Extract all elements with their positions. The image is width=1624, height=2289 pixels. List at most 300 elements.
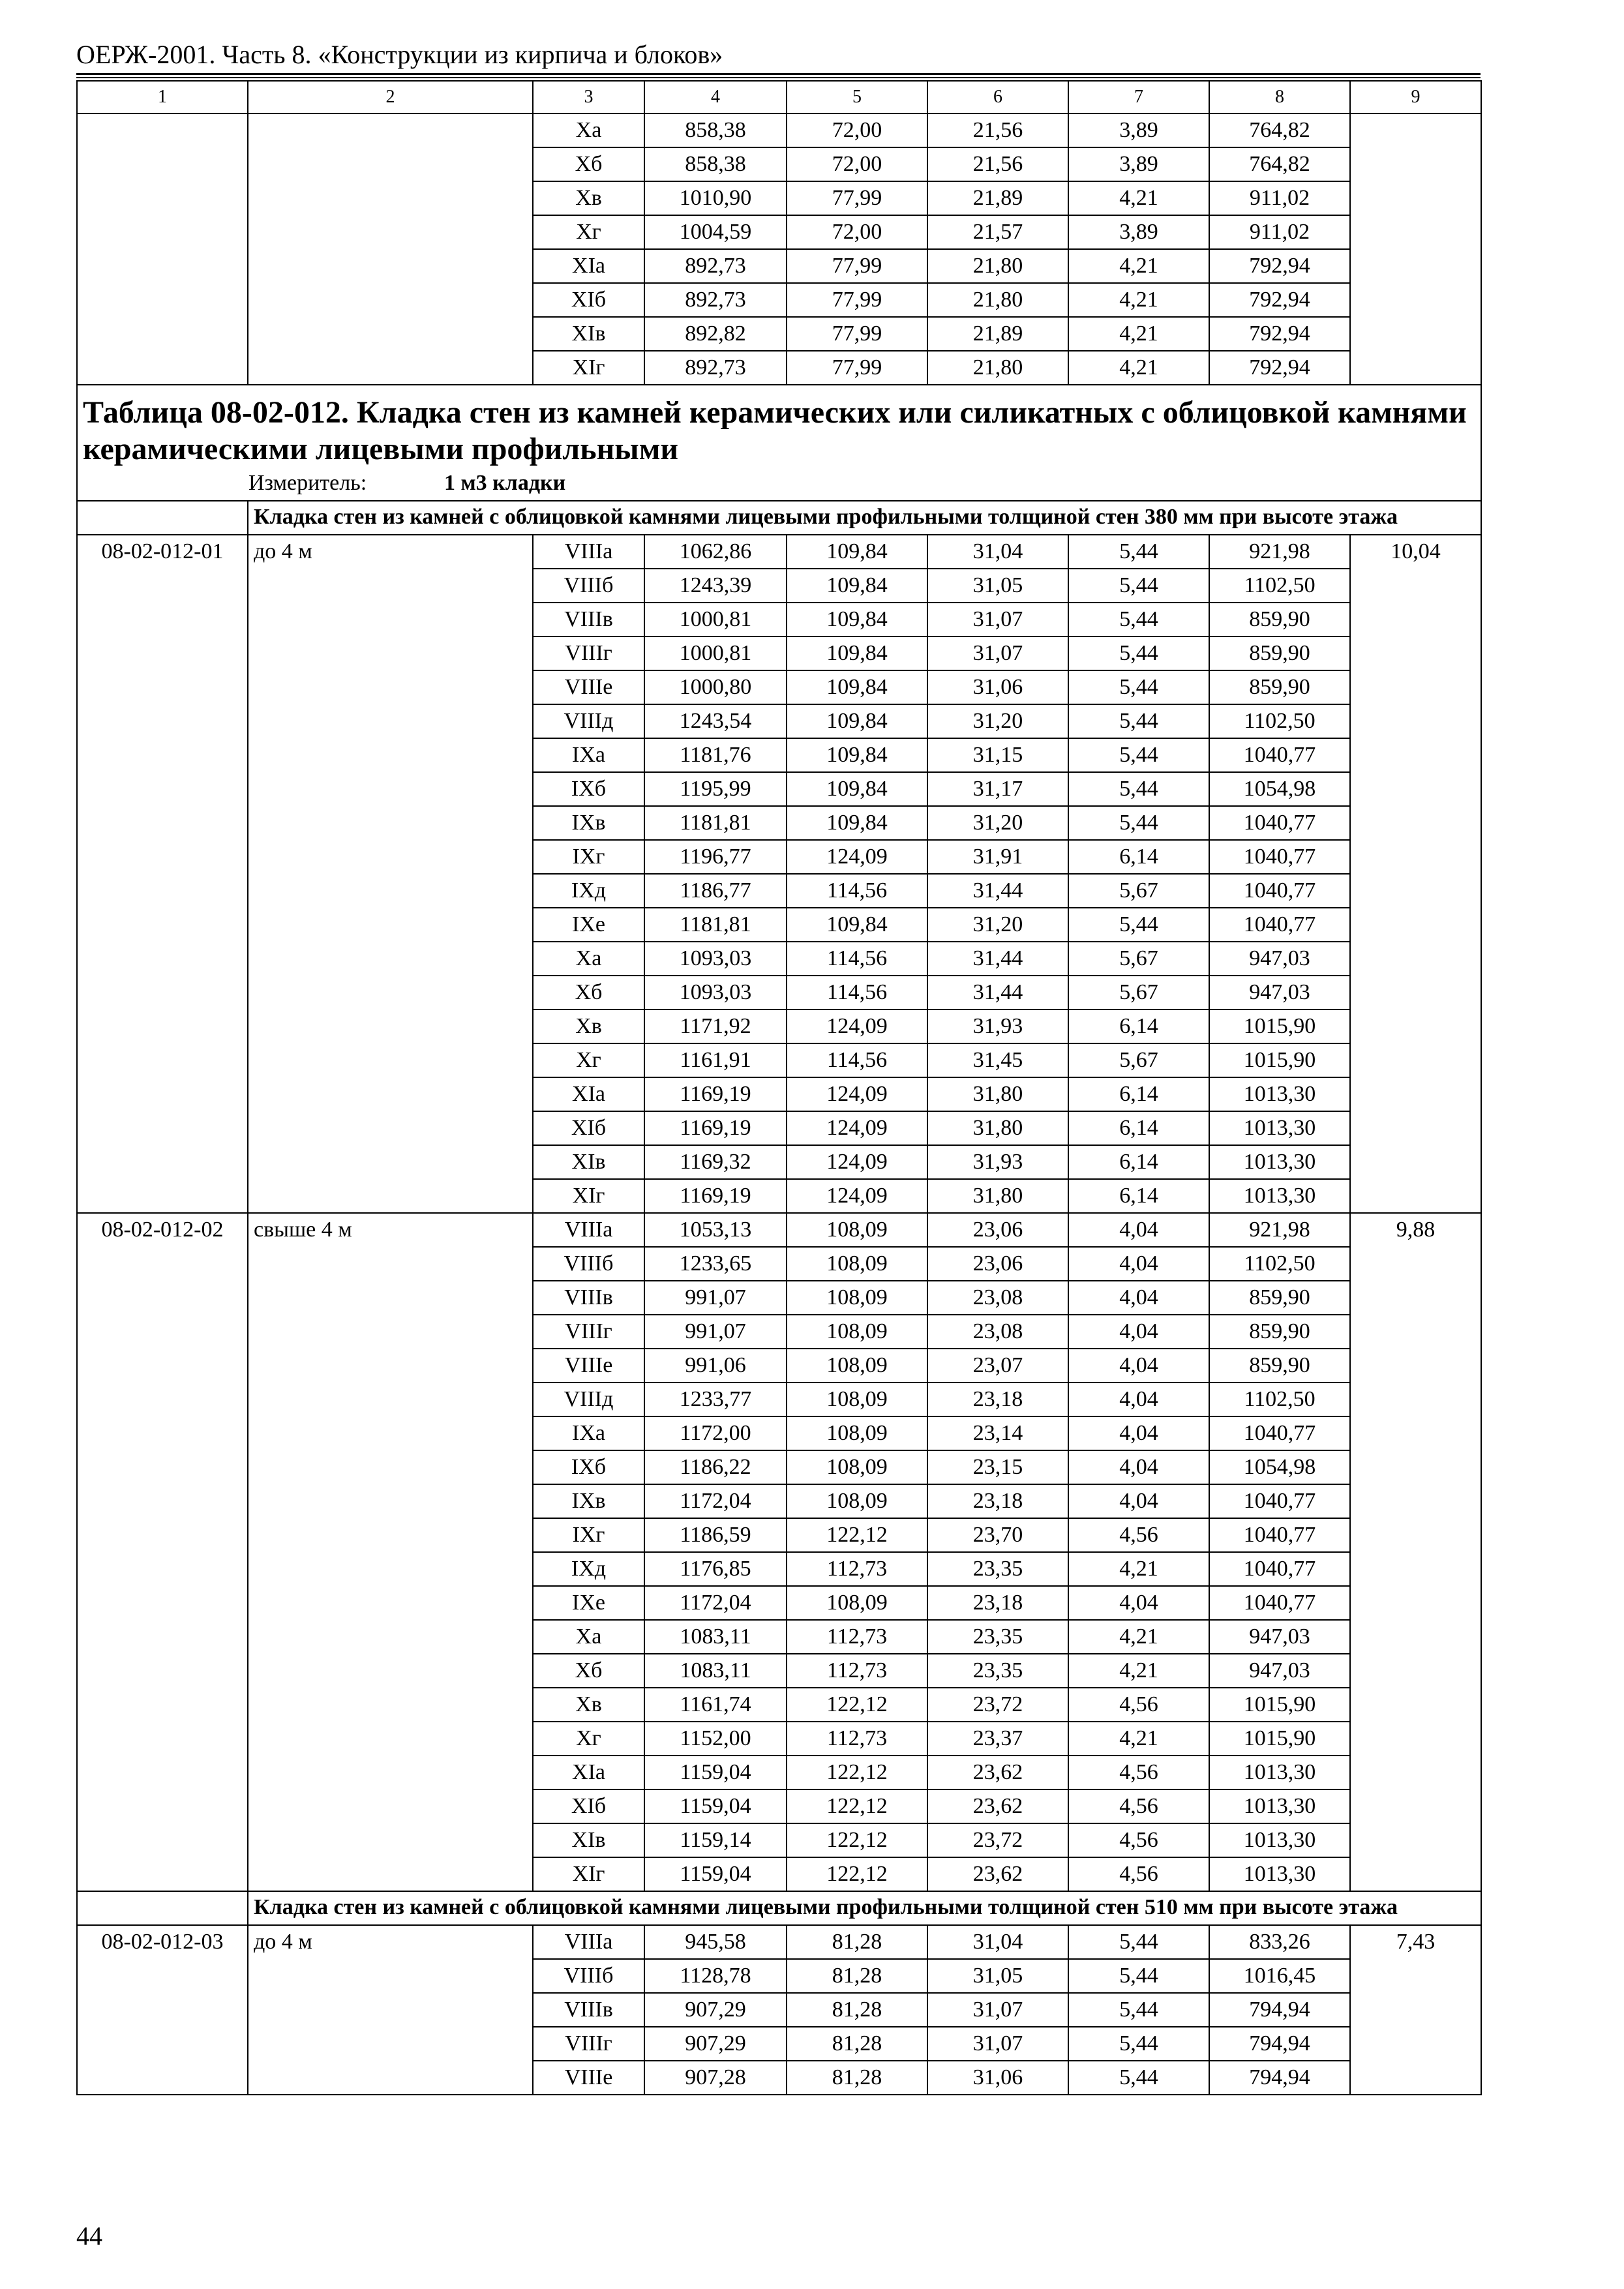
direct-cost-cell: 858,38 (644, 113, 787, 147)
labor-cost-cell: 124,09 (787, 840, 927, 874)
operator-wage-cell: 6,14 (1068, 1145, 1209, 1179)
category-cell: VIIIд (533, 1383, 644, 1416)
machine-cost-cell: 21,80 (927, 249, 1068, 283)
category-cell: XIг (533, 1179, 644, 1213)
materials-cost-cell: 1054,98 (1209, 1450, 1350, 1484)
labor-cost-cell: 81,28 (787, 1993, 927, 2027)
direct-cost-cell: 892,82 (644, 317, 787, 351)
machine-cost-cell: 31,20 (927, 704, 1068, 738)
column-number-cell: 6 (927, 81, 1068, 113)
materials-cost-cell: 1040,77 (1209, 1416, 1350, 1450)
category-cell: IXе (533, 908, 644, 942)
labor-cost-cell: 108,09 (787, 1247, 927, 1281)
labor-cost-cell: 124,09 (787, 1179, 927, 1213)
materials-cost-cell: 947,03 (1209, 942, 1350, 976)
category-cell: Xа (533, 113, 644, 147)
direct-cost-cell: 1083,11 (644, 1654, 787, 1688)
column-number-row (77, 81, 1481, 113)
direct-cost-cell: 892,73 (644, 351, 787, 385)
operator-wage-cell: 5,44 (1068, 704, 1209, 738)
operator-wage-cell: 4,21 (1068, 1620, 1209, 1654)
operator-wage-cell: 5,44 (1068, 670, 1209, 704)
machine-cost-cell: 21,89 (927, 317, 1068, 351)
materials-cost-cell: 1013,30 (1209, 1077, 1350, 1111)
machine-cost-cell: 23,18 (927, 1383, 1068, 1416)
labor-cost-cell: 108,09 (787, 1484, 927, 1518)
machine-cost-cell: 23,35 (927, 1620, 1068, 1654)
category-cell: VIIIа (533, 1925, 644, 1959)
code-cell: 08-02-012-02 (77, 1213, 248, 1891)
materials-cost-cell: 1102,50 (1209, 569, 1350, 603)
column-number-cell: 4 (644, 81, 787, 113)
operator-wage-cell: 5,44 (1068, 569, 1209, 603)
materials-cost-cell: 859,90 (1209, 1349, 1350, 1383)
operator-wage-cell: 6,14 (1068, 840, 1209, 874)
category-cell: IXе (533, 1586, 644, 1620)
category-cell: VIIIб (533, 1959, 644, 1993)
materials-cost-cell: 833,26 (1209, 1925, 1350, 1959)
materials-cost-cell: 1013,30 (1209, 1179, 1350, 1213)
direct-cost-cell: 1233,65 (644, 1247, 787, 1281)
operator-wage-cell: 4,21 (1068, 1552, 1209, 1586)
operator-wage-cell: 4,56 (1068, 1789, 1209, 1823)
materials-cost-cell: 859,90 (1209, 1315, 1350, 1349)
operator-wage-cell: 4,04 (1068, 1450, 1209, 1484)
operator-wage-cell: 4,04 (1068, 1586, 1209, 1620)
machine-cost-cell: 21,56 (927, 147, 1068, 181)
operator-wage-cell: 3,89 (1068, 147, 1209, 181)
machine-cost-cell: 23,18 (927, 1484, 1068, 1518)
direct-cost-cell: 1181,81 (644, 908, 787, 942)
direct-cost-cell: 1093,03 (644, 976, 787, 1010)
direct-cost-cell: 1159,04 (644, 1857, 787, 1891)
machine-cost-cell: 23,06 (927, 1213, 1068, 1247)
section-heading-spacer (77, 1891, 248, 1925)
labor-cost-cell: 77,99 (787, 181, 927, 215)
machine-cost-cell: 23,14 (927, 1416, 1068, 1450)
machine-cost-cell: 31,20 (927, 806, 1068, 840)
category-cell: Xа (533, 1620, 644, 1654)
category-cell: Xв (533, 181, 644, 215)
code-cell: 08-02-012-03 (77, 1925, 248, 2095)
category-cell: VIIIд (533, 704, 644, 738)
labor-cost-cell: 81,28 (787, 1959, 927, 1993)
column-number-cell: 2 (248, 81, 533, 113)
operator-wage-cell: 5,44 (1068, 908, 1209, 942)
category-cell: XIб (533, 1789, 644, 1823)
direct-cost-cell: 907,29 (644, 1993, 787, 2027)
header-rule (76, 73, 1481, 75)
labor-hours-cell (1350, 113, 1481, 385)
description-cell: до 4 м (248, 535, 533, 1213)
materials-cost-cell: 794,94 (1209, 1993, 1350, 2027)
labor-cost-cell: 109,84 (787, 603, 927, 636)
category-cell: Xа (533, 942, 644, 976)
category-cell: IXв (533, 806, 644, 840)
table-row (77, 1925, 1481, 1959)
labor-cost-cell: 109,84 (787, 908, 927, 942)
direct-cost-cell: 1176,85 (644, 1552, 787, 1586)
operator-wage-cell: 5,67 (1068, 976, 1209, 1010)
labor-hours-cell: 9,88 (1350, 1213, 1481, 1891)
table-row (77, 113, 1481, 147)
direct-cost-cell: 1000,81 (644, 603, 787, 636)
category-cell: VIIIа (533, 1213, 644, 1247)
operator-wage-cell: 4,21 (1068, 283, 1209, 317)
materials-cost-cell: 792,94 (1209, 249, 1350, 283)
materials-cost-cell: 1054,98 (1209, 772, 1350, 806)
category-cell: Xг (533, 1722, 644, 1756)
labor-cost-cell: 109,84 (787, 738, 927, 772)
materials-cost-cell: 947,03 (1209, 976, 1350, 1010)
direct-cost-cell: 945,58 (644, 1925, 787, 1959)
labor-cost-cell: 114,56 (787, 976, 927, 1010)
direct-cost-cell: 991,07 (644, 1281, 787, 1315)
category-cell: IXг (533, 1518, 644, 1552)
materials-cost-cell: 792,94 (1209, 351, 1350, 385)
description-cell: свыше 4 м (248, 1213, 533, 1891)
column-number-cell: 1 (77, 81, 248, 113)
labor-cost-cell: 124,09 (787, 1010, 927, 1043)
machine-cost-cell: 23,70 (927, 1518, 1068, 1552)
labor-cost-cell: 81,28 (787, 1925, 927, 1959)
table-row (77, 535, 1481, 569)
direct-cost-cell: 892,73 (644, 249, 787, 283)
column-number-cell: 8 (1209, 81, 1350, 113)
category-cell: Xв (533, 1688, 644, 1722)
labor-cost-cell: 122,12 (787, 1789, 927, 1823)
direct-cost-cell: 1172,04 (644, 1484, 787, 1518)
operator-wage-cell: 5,44 (1068, 535, 1209, 569)
machine-cost-cell: 23,62 (927, 1789, 1068, 1823)
machine-cost-cell: 23,62 (927, 1756, 1068, 1789)
materials-cost-cell: 859,90 (1209, 603, 1350, 636)
operator-wage-cell: 4,04 (1068, 1281, 1209, 1315)
labor-cost-cell: 108,09 (787, 1383, 927, 1416)
labor-hours-cell: 7,43 (1350, 1925, 1481, 2095)
table-row (77, 1213, 1481, 1247)
category-cell: VIIIг (533, 1315, 644, 1349)
column-number-cell: 9 (1350, 81, 1481, 113)
direct-cost-cell: 1128,78 (644, 1959, 787, 1993)
category-cell: IXв (533, 1484, 644, 1518)
operator-wage-cell: 5,44 (1068, 636, 1209, 670)
operator-wage-cell: 4,04 (1068, 1383, 1209, 1416)
machine-cost-cell: 21,80 (927, 351, 1068, 385)
labor-cost-cell: 122,12 (787, 1823, 927, 1857)
direct-cost-cell: 1010,90 (644, 181, 787, 215)
materials-cost-cell: 1013,30 (1209, 1789, 1350, 1823)
category-cell: VIIIа (533, 535, 644, 569)
section-heading: Кладка стен из камней с облицовкой камнями лицевыми профильными толщиной стен 380 мм при высоте этажа (248, 501, 1481, 535)
operator-wage-cell: 4,56 (1068, 1756, 1209, 1789)
materials-cost-cell: 859,90 (1209, 670, 1350, 704)
labor-cost-cell: 108,09 (787, 1281, 927, 1315)
category-cell: VIIIб (533, 569, 644, 603)
machine-cost-cell: 21,57 (927, 215, 1068, 249)
machine-cost-cell: 23,37 (927, 1722, 1068, 1756)
machine-cost-cell: 31,05 (927, 1959, 1068, 1993)
category-cell: VIIIв (533, 603, 644, 636)
materials-cost-cell: 1040,77 (1209, 1518, 1350, 1552)
header-rule (76, 77, 1481, 78)
materials-cost-cell: 1015,90 (1209, 1722, 1350, 1756)
labor-cost-cell: 109,84 (787, 535, 927, 569)
direct-cost-cell: 1159,14 (644, 1823, 787, 1857)
category-cell: VIIIг (533, 636, 644, 670)
labor-cost-cell: 109,84 (787, 569, 927, 603)
direct-cost-cell: 1159,04 (644, 1789, 787, 1823)
labor-cost-cell: 72,00 (787, 113, 927, 147)
operator-wage-cell: 4,04 (1068, 1416, 1209, 1450)
machine-cost-cell: 23,35 (927, 1552, 1068, 1586)
labor-cost-cell: 114,56 (787, 942, 927, 976)
price-table (76, 80, 1482, 2095)
machine-cost-cell: 31,17 (927, 772, 1068, 806)
materials-cost-cell: 792,94 (1209, 317, 1350, 351)
category-cell: XIа (533, 1756, 644, 1789)
operator-wage-cell: 4,04 (1068, 1315, 1209, 1349)
labor-cost-cell: 109,84 (787, 636, 927, 670)
operator-wage-cell: 4,56 (1068, 1518, 1209, 1552)
labor-cost-cell: 109,84 (787, 772, 927, 806)
category-cell: IXб (533, 772, 644, 806)
operator-wage-cell: 5,44 (1068, 1959, 1209, 1993)
direct-cost-cell: 1169,32 (644, 1145, 787, 1179)
labor-cost-cell: 109,84 (787, 670, 927, 704)
operator-wage-cell: 6,14 (1068, 1077, 1209, 1111)
machine-cost-cell: 31,06 (927, 670, 1068, 704)
machine-cost-cell: 31,91 (927, 840, 1068, 874)
machine-cost-cell: 31,80 (927, 1111, 1068, 1145)
labor-cost-cell: 122,12 (787, 1688, 927, 1722)
direct-cost-cell: 1195,99 (644, 772, 787, 806)
materials-cost-cell: 911,02 (1209, 181, 1350, 215)
machine-cost-cell: 31,15 (927, 738, 1068, 772)
labor-cost-cell: 81,28 (787, 2027, 927, 2061)
direct-cost-cell: 1169,19 (644, 1077, 787, 1111)
labor-cost-cell: 108,09 (787, 1213, 927, 1247)
operator-wage-cell: 4,56 (1068, 1823, 1209, 1857)
unit-value: 1 м3 кладки (444, 471, 566, 495)
operator-wage-cell: 4,21 (1068, 317, 1209, 351)
machine-cost-cell: 31,04 (927, 1925, 1068, 1959)
code-cell: 08-02-012-01 (77, 535, 248, 1213)
category-cell: Xб (533, 147, 644, 181)
labor-cost-cell: 109,84 (787, 806, 927, 840)
direct-cost-cell: 1161,91 (644, 1043, 787, 1077)
machine-cost-cell: 23,07 (927, 1349, 1068, 1383)
category-cell: XIв (533, 1145, 644, 1179)
direct-cost-cell: 1093,03 (644, 942, 787, 976)
direct-cost-cell: 1171,92 (644, 1010, 787, 1043)
direct-cost-cell: 1243,39 (644, 569, 787, 603)
category-cell: Xб (533, 1654, 644, 1688)
direct-cost-cell: 1159,04 (644, 1756, 787, 1789)
table-caption (77, 385, 1481, 501)
labor-cost-cell: 124,09 (787, 1077, 927, 1111)
materials-cost-cell: 921,98 (1209, 1213, 1350, 1247)
labor-cost-cell: 81,28 (787, 2061, 927, 2095)
category-cell: IXб (533, 1450, 644, 1484)
materials-cost-cell: 764,82 (1209, 113, 1350, 147)
machine-cost-cell: 23,15 (927, 1450, 1068, 1484)
materials-cost-cell: 1013,30 (1209, 1823, 1350, 1857)
page-header: ОЕРЖ-2001. Часть 8. «Конструкции из кирпича и блоков» (76, 40, 723, 69)
operator-wage-cell: 5,67 (1068, 1043, 1209, 1077)
machine-cost-cell: 31,20 (927, 908, 1068, 942)
labor-cost-cell: 77,99 (787, 283, 927, 317)
direct-cost-cell: 1172,00 (644, 1416, 787, 1450)
category-cell: XIб (533, 1111, 644, 1145)
operator-wage-cell: 6,14 (1068, 1179, 1209, 1213)
operator-wage-cell: 5,44 (1068, 2061, 1209, 2095)
machine-cost-cell: 31,44 (927, 942, 1068, 976)
direct-cost-cell: 1243,54 (644, 704, 787, 738)
operator-wage-cell: 4,04 (1068, 1213, 1209, 1247)
labor-cost-cell: 72,00 (787, 215, 927, 249)
operator-wage-cell: 5,67 (1068, 942, 1209, 976)
machine-cost-cell: 23,62 (927, 1857, 1068, 1891)
materials-cost-cell: 911,02 (1209, 215, 1350, 249)
direct-cost-cell: 1233,77 (644, 1383, 787, 1416)
column-number-cell: 7 (1068, 81, 1209, 113)
table-title: Таблица 08-02-012. Кладка стен из камней керамических или силикатных с облицовкой камнями керамическими лицевыми профильными (83, 395, 1467, 466)
labor-cost-cell: 108,09 (787, 1450, 927, 1484)
direct-cost-cell: 907,28 (644, 2061, 787, 2095)
category-cell: Xб (533, 976, 644, 1010)
category-cell: XIв (533, 317, 644, 351)
materials-cost-cell: 1102,50 (1209, 704, 1350, 738)
machine-cost-cell: 21,80 (927, 283, 1068, 317)
machine-cost-cell: 31,07 (927, 636, 1068, 670)
category-cell: XIа (533, 249, 644, 283)
code-cell (77, 113, 248, 385)
direct-cost-cell: 1169,19 (644, 1111, 787, 1145)
labor-cost-cell: 112,73 (787, 1620, 927, 1654)
labor-cost-cell: 124,09 (787, 1111, 927, 1145)
category-cell: XIб (533, 283, 644, 317)
materials-cost-cell: 1102,50 (1209, 1383, 1350, 1416)
labor-cost-cell: 108,09 (787, 1416, 927, 1450)
materials-cost-cell: 947,03 (1209, 1620, 1350, 1654)
direct-cost-cell: 1181,81 (644, 806, 787, 840)
category-cell: IXа (533, 1416, 644, 1450)
direct-cost-cell: 1062,86 (644, 535, 787, 569)
materials-cost-cell: 794,94 (1209, 2061, 1350, 2095)
materials-cost-cell: 1015,90 (1209, 1010, 1350, 1043)
machine-cost-cell: 21,56 (927, 113, 1068, 147)
unit-line (83, 469, 1475, 498)
description-cell (248, 113, 533, 385)
materials-cost-cell: 1102,50 (1209, 1247, 1350, 1281)
labor-cost-cell: 108,09 (787, 1315, 927, 1349)
operator-wage-cell: 5,44 (1068, 2027, 1209, 2061)
materials-cost-cell: 1040,77 (1209, 1586, 1350, 1620)
direct-cost-cell: 1172,04 (644, 1586, 787, 1620)
materials-cost-cell: 1013,30 (1209, 1756, 1350, 1789)
operator-wage-cell: 4,56 (1068, 1688, 1209, 1722)
machine-cost-cell: 31,07 (927, 1993, 1068, 2027)
operator-wage-cell: 5,44 (1068, 806, 1209, 840)
page-number: 44 (76, 2221, 102, 2251)
direct-cost-cell: 1000,81 (644, 636, 787, 670)
labor-cost-cell: 108,09 (787, 1586, 927, 1620)
operator-wage-cell: 6,14 (1068, 1111, 1209, 1145)
machine-cost-cell: 21,89 (927, 181, 1068, 215)
machine-cost-cell: 23,06 (927, 1247, 1068, 1281)
operator-wage-cell: 4,04 (1068, 1484, 1209, 1518)
direct-cost-cell: 1186,22 (644, 1450, 787, 1484)
operator-wage-cell: 5,44 (1068, 738, 1209, 772)
operator-wage-cell: 6,14 (1068, 1010, 1209, 1043)
category-cell: IXа (533, 738, 644, 772)
machine-cost-cell: 23,18 (927, 1586, 1068, 1620)
machine-cost-cell: 31,07 (927, 2027, 1068, 2061)
machine-cost-cell: 23,72 (927, 1688, 1068, 1722)
unit-label: Измеритель: (248, 471, 367, 495)
labor-cost-cell: 72,00 (787, 147, 927, 181)
category-cell: IXд (533, 874, 644, 908)
category-cell: IXг (533, 840, 644, 874)
column-number-cell: 3 (533, 81, 644, 113)
direct-cost-cell: 1083,11 (644, 1620, 787, 1654)
materials-cost-cell: 1016,45 (1209, 1959, 1350, 1993)
materials-cost-cell: 1040,77 (1209, 1484, 1350, 1518)
labor-cost-cell: 112,73 (787, 1722, 927, 1756)
operator-wage-cell: 4,21 (1068, 1654, 1209, 1688)
category-cell: Xг (533, 1043, 644, 1077)
materials-cost-cell: 1040,77 (1209, 874, 1350, 908)
materials-cost-cell: 764,82 (1209, 147, 1350, 181)
category-cell: XIг (533, 351, 644, 385)
operator-wage-cell: 5,44 (1068, 603, 1209, 636)
materials-cost-cell: 1015,90 (1209, 1688, 1350, 1722)
materials-cost-cell: 1015,90 (1209, 1043, 1350, 1077)
materials-cost-cell: 1040,77 (1209, 840, 1350, 874)
machine-cost-cell: 23,35 (927, 1654, 1068, 1688)
category-cell: XIа (533, 1077, 644, 1111)
operator-wage-cell: 4,56 (1068, 1857, 1209, 1891)
materials-cost-cell: 859,90 (1209, 636, 1350, 670)
operator-wage-cell: 4,04 (1068, 1247, 1209, 1281)
machine-cost-cell: 31,05 (927, 569, 1068, 603)
direct-cost-cell: 1004,59 (644, 215, 787, 249)
section-heading-spacer (77, 501, 248, 535)
labor-cost-cell: 109,84 (787, 704, 927, 738)
direct-cost-cell: 1196,77 (644, 840, 787, 874)
operator-wage-cell: 4,21 (1068, 1722, 1209, 1756)
table-caption-row (77, 385, 1481, 501)
direct-cost-cell: 858,38 (644, 147, 787, 181)
machine-cost-cell: 31,93 (927, 1010, 1068, 1043)
materials-cost-cell: 921,98 (1209, 535, 1350, 569)
description-cell: до 4 м (248, 1925, 533, 2095)
category-cell: Xг (533, 215, 644, 249)
materials-cost-cell: 859,90 (1209, 1281, 1350, 1315)
materials-cost-cell: 1040,77 (1209, 806, 1350, 840)
labor-cost-cell: 112,73 (787, 1552, 927, 1586)
direct-cost-cell: 1186,77 (644, 874, 787, 908)
materials-cost-cell: 1013,30 (1209, 1145, 1350, 1179)
labor-cost-cell: 108,09 (787, 1349, 927, 1383)
category-cell: VIIIв (533, 1281, 644, 1315)
materials-cost-cell: 1040,77 (1209, 908, 1350, 942)
machine-cost-cell: 31,45 (927, 1043, 1068, 1077)
operator-wage-cell: 4,21 (1068, 181, 1209, 215)
direct-cost-cell: 1053,13 (644, 1213, 787, 1247)
section-heading-row (77, 501, 1481, 535)
